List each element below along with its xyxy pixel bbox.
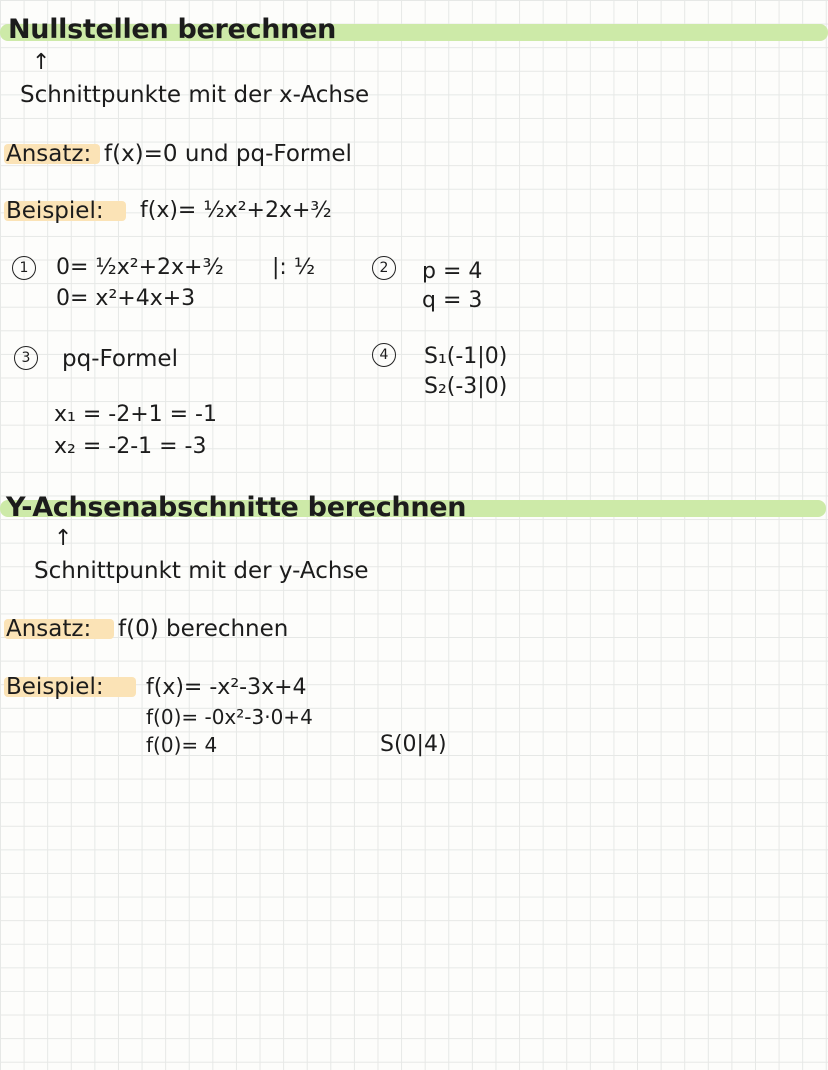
section-title-y-achsenabschnitte: Y-Achsenabschnitte berechnen [6,492,467,523]
beispiel2-line1: f(x)= -x²-3x+4 [146,675,307,700]
ansatz-label: Ansatz: [6,141,92,167]
beispiel2-line3: f(0)= 4 [146,733,218,757]
step1-operation: |: ½ [272,255,316,280]
step-number-2: 2 [372,256,396,280]
step2-q: q = 3 [422,288,483,313]
beispiel-label: Beispiel: [6,674,104,700]
ansatz-label: Ansatz: [6,616,92,642]
step1-line2: 0= x²+4x+3 [56,286,196,311]
beispiel2-line2: f(0)= -0x²-3·0+4 [146,705,313,729]
section-title-nullstellen: Nullstellen berechnen [8,14,337,45]
step3-x1: x₁ = -2+1 = -1 [54,402,217,427]
step3-label: pq-Formel [62,346,178,372]
beispiel-equation: f(x)= ½x²+2x+³⁄₂ [140,198,332,223]
beispiel-label: Beispiel: [6,198,104,224]
subtitle-schnittpunkt-y: Schnittpunkt mit der y-Achse [34,558,369,584]
step4-S2: S₂(-3|0) [424,374,508,399]
up-arrow-icon: ↑ [54,526,73,551]
ansatz-text: f(x)=0 und pq-Formel [104,141,352,167]
step4-S1: S₁(-1|0) [424,344,508,369]
beispiel2-result: S(0|4) [380,732,447,757]
up-arrow-icon: ↑ [32,50,51,75]
step3-x2: x₂ = -2-1 = -3 [54,434,207,459]
step-number-1: 1 [12,256,36,280]
ansatz-text: f(0) berechnen [118,616,289,642]
step-number-4: 4 [372,343,396,367]
subtitle-schnittpunkte-x: Schnittpunkte mit der x-Achse [20,82,370,108]
step2-p: p = 4 [422,259,483,284]
step1-line1: 0= ½x²+2x+³⁄₂ [56,255,224,280]
step-number-3: 3 [14,346,38,370]
